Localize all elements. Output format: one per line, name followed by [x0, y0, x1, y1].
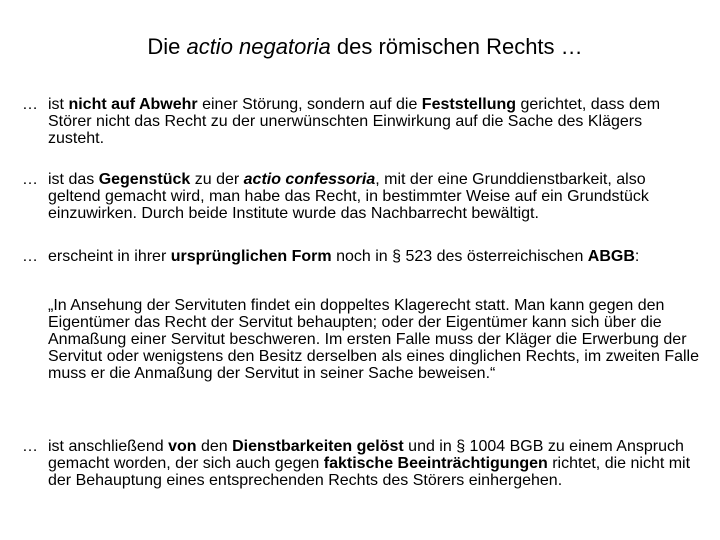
bullet-text [48, 96, 702, 147]
bold-run: Dienstbarkeiten gelöst [232, 438, 404, 455]
bullet-item [22, 438, 702, 489]
text-run: und in § 1004 BGB zu einem Anspruch gemacht worden, der sich auch gegen [48, 438, 684, 472]
text-run: zu der [190, 171, 244, 188]
bullet-text [48, 248, 702, 265]
slide-title [0, 34, 720, 60]
text-run: ist anschließend [48, 438, 169, 455]
bullet-mark: … [22, 438, 38, 455]
text-run: noch in § 523 des österreichischen [331, 248, 588, 265]
title-emphasis: actio negatoria [186, 34, 331, 59]
bold-run: Feststellung [421, 96, 517, 113]
bullet-item [22, 248, 702, 265]
bullet-item [22, 96, 702, 147]
bold-italic-run: actio confessoria [243, 171, 376, 188]
bold-run: faktische Beeinträchtigungen [323, 455, 548, 472]
text-run: ist [48, 96, 69, 113]
bold-run: ABGB [587, 248, 635, 265]
text-run: richtet, die nicht mit der Behauptung eines entsprechenden Rechts des Störers einhergehen. [48, 455, 691, 489]
quote-block: „In Ansehung der Servituten findet ein doppeltes Klagerecht statt. Man kann gegen den Eigentümer das Recht der Servitut behaupten; oder der Eigentümer kann sich über die Anmaßung einer Servitut beschweren. Im ersten Falle muss der Kläger die Erwerbung der Servitut oder wenigstens den Besitz derselben als eines dinglichen Rechts, im zweiten Falle muss er die Anmaßung der Servitut in seiner Sache beweisen.“ [48, 297, 700, 382]
text-run: erscheint in ihrer [48, 248, 171, 265]
title-part: des römischen Rechts … [330, 34, 583, 59]
bullet-text [48, 171, 702, 222]
text-run: den [196, 438, 233, 455]
bold-run: nicht auf Abwehr [68, 96, 198, 113]
text-run: , mit der eine Grunddienstbarkeit, also geltend gemacht wird, man habe das Recht, in bestimmter Weise auf ein Grundstück einzuwirken. Durch beide Institute wurde das Nachbarrecht bewältigt. [48, 171, 649, 222]
bullet-mark: … [22, 248, 38, 265]
text-run: : [634, 248, 640, 265]
bullet-mark: … [22, 96, 38, 113]
text-run: gerichtet, dass dem Störer nicht das Recht zu der unerwünschten Einwirkung auf die Sache des Klägers zusteht. [48, 96, 661, 147]
text-run: ist das [48, 171, 99, 188]
bullet-mark: … [22, 171, 38, 188]
bold-run: ursprünglichen Form [170, 248, 332, 265]
bold-run: Gegenstück [98, 171, 191, 188]
text-run: einer Störung, sondern auf die [197, 96, 422, 113]
title-part: Die [147, 34, 187, 59]
bold-run: von [168, 438, 197, 455]
bullet-item [22, 171, 702, 222]
bullet-text [48, 438, 702, 489]
